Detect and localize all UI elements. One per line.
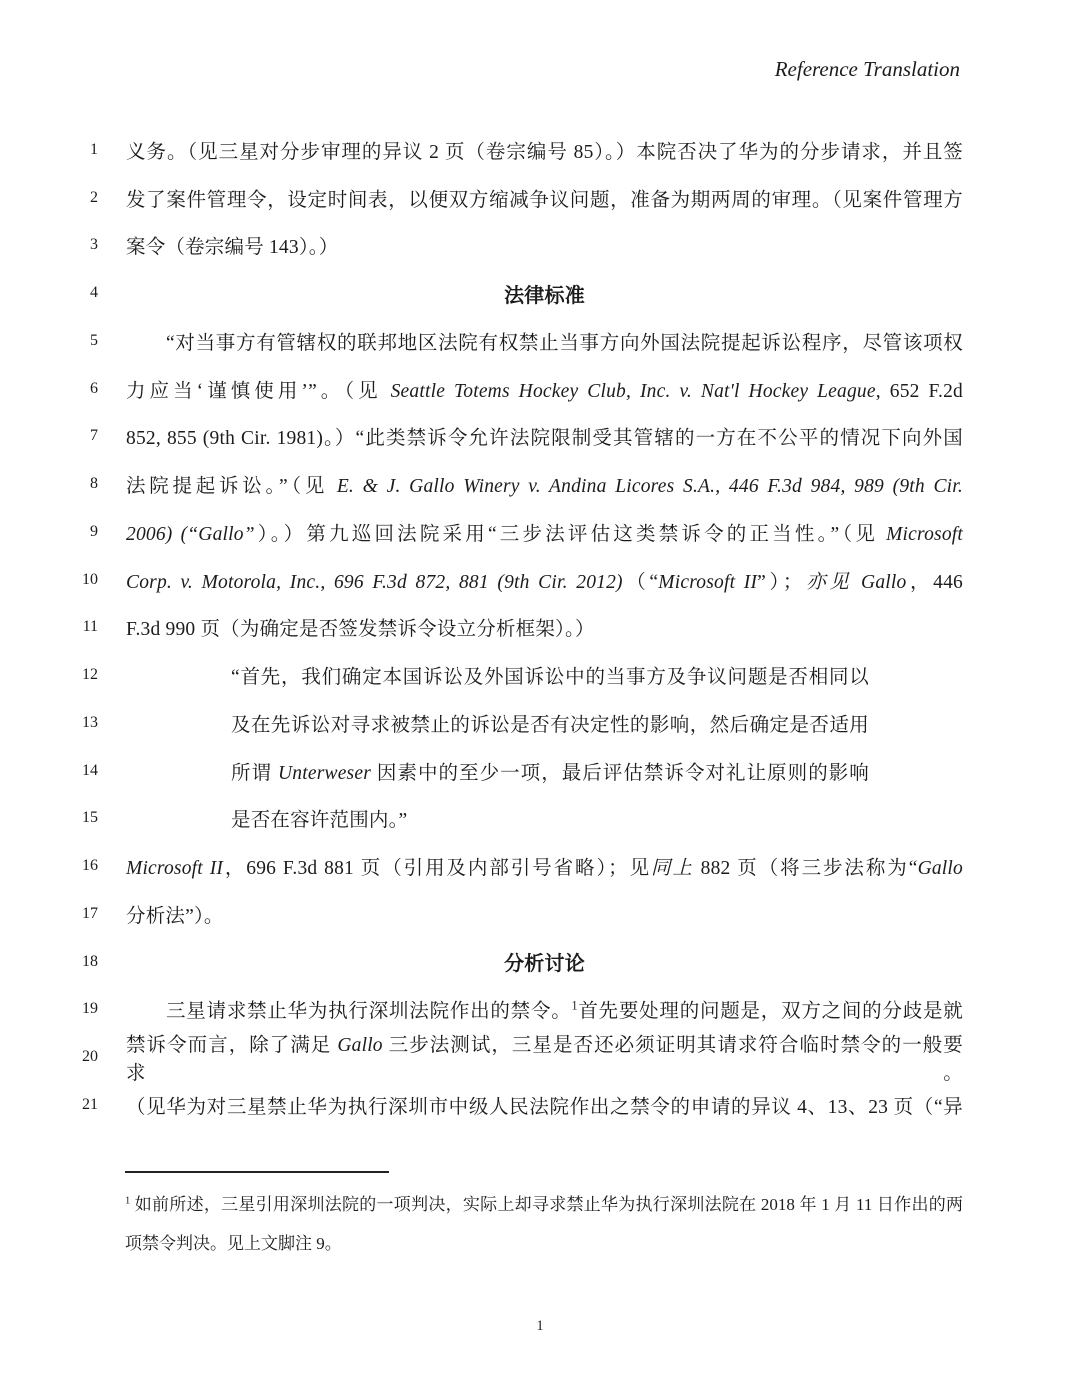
footnote: [125, 1186, 963, 1263]
text-segment: 882 页（将三步法称为“: [693, 858, 918, 880]
text-segment: 义务。（见三星对分步审理的异议 2 页（卷宗编号 85）。）本院否决了华为的分步请求，并且签: [126, 141, 963, 163]
line-row: [0, 890, 1080, 938]
text-segment: “对当事方有管辖权的联邦地区法院有权禁止当事方向外国法院提起诉讼程序，尽管该项权: [166, 332, 963, 354]
text-segment: ）。）第九巡回法院采用“三步法评估这类禁诉令的正当性。”（见: [254, 523, 887, 545]
section-heading: [126, 279, 963, 308]
line-number: 21: [82, 1095, 98, 1113]
text-segment: 因素中的至少一项，最后评估禁诉令对礼让原则的影响: [371, 762, 869, 784]
line-number: 20: [82, 1048, 98, 1066]
text-segment: Microsoft II: [126, 858, 224, 880]
line-number: 6: [90, 379, 98, 397]
line-text: [126, 1091, 963, 1119]
line-row: [0, 556, 1080, 604]
text-segment: Gallo: [861, 571, 907, 593]
line-text: [126, 375, 963, 403]
text-segment: （见华为对三星禁止华为执行深圳市中级人民法院作出之禁令的申请的异议 4、13、23 页（“异: [126, 1096, 963, 1118]
text-segment: ，696 F.3d 881 页（引用及内部引号省略）；见: [223, 858, 651, 880]
line-number: 16: [82, 857, 98, 875]
line-row: [0, 126, 1080, 174]
text-segment: 1: [571, 998, 578, 1013]
line-number: 17: [82, 904, 98, 922]
line-row: [0, 1033, 1080, 1085]
lines: [0, 126, 1080, 1129]
line-row: [0, 508, 1080, 556]
heading-row: [0, 269, 1080, 317]
line-text: [126, 900, 963, 928]
text-segment: 1: [125, 1195, 131, 1207]
text-segment: , 652 F.2d: [875, 380, 963, 402]
line-text: [126, 613, 963, 641]
line-row: [0, 413, 1080, 461]
line-number: 7: [90, 427, 98, 445]
line-number: 1: [90, 140, 98, 158]
line-row: [0, 986, 1080, 1034]
text-segment: Gallo: [917, 858, 963, 880]
text-segment: 案令（卷宗编号 143）。）: [126, 237, 339, 259]
text-segment: 同上: [651, 858, 694, 880]
section-heading: [126, 947, 963, 976]
text-segment: [852, 572, 861, 593]
line-text: [126, 709, 963, 737]
line-row: [0, 795, 1080, 843]
line-row: [0, 604, 1080, 652]
line-number: 12: [82, 666, 98, 684]
text-segment: 分析讨论: [504, 953, 585, 976]
line-row: [0, 365, 1080, 413]
text-segment: 法院提起诉讼。”（见: [126, 476, 337, 498]
text-segment: F.3d 990 页（为确定是否签发禁诉令设立分析框架）。）: [126, 619, 595, 641]
line-text: [126, 661, 963, 689]
line-number: 3: [90, 236, 98, 254]
line-number: 8: [90, 475, 98, 493]
line-number: 15: [82, 809, 98, 827]
text-segment: 发了案件管理令，设定时间表，以便双方缩减争议问题，准备为期两周的审理。（见案件管理方: [126, 189, 963, 211]
text-segment: Corp. v. Motorola, Inc., 696 F.3d 872, 881 (9th Cir. 2012): [126, 571, 623, 593]
line-number: 14: [82, 761, 98, 779]
line-number: 5: [90, 331, 98, 349]
text-segment: Unterweser: [278, 762, 371, 784]
line-row: [0, 747, 1080, 795]
line-text: [126, 470, 963, 498]
line-row: [0, 842, 1080, 890]
line-number: 4: [90, 284, 98, 302]
line-row: [0, 317, 1080, 365]
line-text: [126, 422, 963, 450]
line-text: [126, 852, 963, 880]
line-text: [126, 995, 963, 1023]
line-text: [126, 231, 963, 259]
text-segment: 及在先诉讼对寻求被禁止的诉讼是否有决定性的影响，然后确定是否适用: [231, 714, 869, 736]
line-number: 19: [82, 1000, 98, 1018]
line-text: [126, 757, 963, 785]
line-number: 18: [82, 952, 98, 970]
line-number: 2: [90, 188, 98, 206]
line-row: [0, 174, 1080, 222]
text-segment: 是否在容许范围内。”: [231, 810, 408, 832]
text-segment: ”）；: [757, 571, 803, 593]
line-row: [0, 699, 1080, 747]
text-segment: 三星请求禁止华为执行深圳法院作出的禁令。: [166, 1001, 572, 1023]
footnote-separator: [125, 1171, 389, 1173]
text-segment: Microsoft: [886, 523, 963, 545]
heading-row: [0, 938, 1080, 986]
line-row: [0, 651, 1080, 699]
text-segment: 首先要处理的问题是，双方之间的分歧是就: [577, 1001, 963, 1023]
text-segment: 如前所述，三星引用深圳法院的一项判决，实际上却寻求禁止华为执行深圳法院在 2018 年 1 月 11 日作出的两项禁令判决。见上文脚注 9。: [125, 1195, 963, 1253]
line-text: [126, 184, 963, 212]
text-segment: 分析法”）。: [126, 905, 224, 927]
line-number: 13: [82, 713, 98, 731]
text-segment: 法律标准: [504, 284, 585, 307]
text-segment: 力应当‘谨慎使用’”。（见: [126, 380, 391, 402]
line-number: 11: [82, 618, 98, 636]
text-segment: （“: [622, 571, 659, 593]
text-segment: ，446: [906, 571, 963, 593]
text-segment: 三步法测试，三星是否还必须证明其请求符合临时禁令的一般要求。: [126, 1035, 963, 1085]
text-segment: 亦见: [802, 571, 853, 593]
text-segment: 852, 855 (9th Cir. 1981)。）“此类禁诉令允许法院限制受其管辖的一方在不公平的情况下向外国: [126, 428, 963, 450]
line-row: [0, 222, 1080, 270]
line-text: [126, 518, 963, 546]
line-number: 10: [82, 570, 98, 588]
line-number: 9: [90, 522, 98, 540]
text-segment: Microsoft II: [658, 571, 758, 593]
text-segment: Seattle Totems Hockey Club, Inc. v. Nat'l Hockey League: [390, 380, 876, 402]
text-segment: 禁诉令而言，除了满足: [126, 1035, 338, 1057]
text-segment: E. & J. Gallo Winery v. Andina Licores S.A., 446 F.3d 984, 989 (9th Cir.: [336, 476, 963, 498]
header-title: Reference Translation: [774, 57, 960, 81]
text-segment: 2006) (“Gallo”: [126, 523, 255, 545]
text-segment: “首先，我们确定本国诉讼及外国诉讼中的当事方及争议问题是否相同以: [231, 667, 869, 689]
line-text: [126, 804, 963, 832]
page-number: 1: [536, 1318, 544, 1334]
line-row: [0, 1081, 1080, 1129]
text-segment: Gallo: [337, 1035, 383, 1057]
line-text: [126, 136, 963, 164]
line-text: [126, 1029, 963, 1085]
line-text: [126, 566, 963, 594]
line-row: [0, 460, 1080, 508]
line-text: [126, 327, 963, 355]
text-segment: 所谓: [231, 762, 278, 784]
